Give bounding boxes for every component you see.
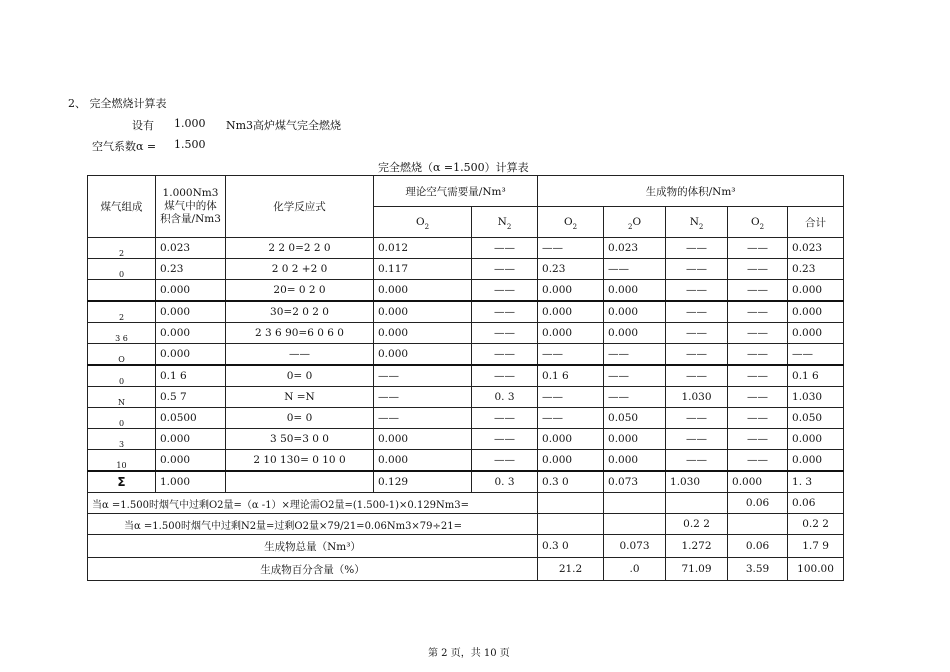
cell-tot: 0.050 — [788, 408, 844, 429]
cell-p1: —— — [538, 238, 604, 259]
cell-o2: —— — [374, 408, 472, 429]
cell-vol: 0.000 — [156, 301, 226, 323]
cell-vol: 0.000 — [156, 323, 226, 344]
sum-n2: 0. 3 — [472, 471, 538, 493]
cell-p3: —— — [666, 344, 728, 366]
cell-gas: 3 — [88, 429, 156, 450]
cell-vol: 0.1 6 — [156, 365, 226, 387]
air-coef-value: 1.500 — [174, 138, 206, 151]
cell-p1: 0.000 — [538, 450, 604, 472]
total-row-label: 生成物总量（Nm³） — [88, 535, 538, 558]
cell-vol: 0.000 — [156, 344, 226, 366]
cell-p2: 0.000 — [604, 301, 666, 323]
cell-p1: 0.000 — [538, 429, 604, 450]
cell-rx: 0= 0 — [226, 365, 374, 387]
cell-tot: 0.000 — [788, 323, 844, 344]
table-row — [88, 365, 844, 387]
setup-desc: Nm3高炉煤气完全燃烧 — [226, 119, 342, 132]
cell-p2: 0.023 — [604, 238, 666, 259]
section-title: 2、 完全燃烧计算表 — [68, 97, 167, 110]
cell-o2: 0.000 — [374, 429, 472, 450]
cell-p1: —— — [538, 408, 604, 429]
cell-p4: —— — [728, 365, 788, 387]
cell-p2: 0.000 — [604, 323, 666, 344]
cell-vol: 0.000 — [156, 450, 226, 472]
table-row — [88, 387, 844, 408]
sum-volume: 1.000 — [156, 471, 226, 493]
cell-p4: —— — [728, 301, 788, 323]
cell-n2: —— — [472, 450, 538, 472]
cell-rx: —— — [226, 344, 374, 366]
cell-n2: —— — [472, 238, 538, 259]
cell-vol: 0.000 — [156, 429, 226, 450]
percent-p4: 3.59 — [728, 558, 788, 581]
sum-total: 1. 3 — [788, 471, 844, 493]
excess-n2-label: 当α =1.500时烟气中过剩N2量=过剩O2量×79/21=0.06Nm3×79÷21= — [88, 514, 538, 535]
table-row — [88, 344, 844, 366]
percent-p1: 21.2 — [538, 558, 604, 581]
cell-o2: 0.000 — [374, 450, 472, 472]
cell-o2: —— — [374, 387, 472, 408]
cell-gas: 0 — [88, 365, 156, 387]
cell-p2: —— — [604, 259, 666, 280]
cell-o2: 0.000 — [374, 280, 472, 302]
table-row — [88, 450, 844, 472]
excess-o2-label: 当α =1.500时烟气中过剩O2量=（α -1）×理论需O2量=(1.500-1)×0.129Nm3= — [88, 493, 538, 514]
page-footer: 第 2 页，共 10 页 — [428, 648, 510, 659]
percent-p3: 71.09 — [666, 558, 728, 581]
header-sub-o2: $O_2$ — [374, 207, 472, 238]
cell-p4: —— — [728, 344, 788, 366]
header-sub-n2: $N_2$ — [472, 207, 538, 238]
cell-n2: —— — [472, 344, 538, 366]
cell-gas: 3 6 — [88, 323, 156, 344]
cell-o2: —— — [374, 365, 472, 387]
cell-p4: —— — [728, 259, 788, 280]
cell-o2: 0.117 — [374, 259, 472, 280]
cell-tot: 0.000 — [788, 280, 844, 302]
cell-p2: —— — [604, 365, 666, 387]
sum-p4: 0.000 — [728, 471, 788, 493]
cell-gas: N — [88, 387, 156, 408]
header-prod-n2: $N_2$ — [666, 207, 728, 238]
cell-p2: —— — [604, 344, 666, 366]
cell-vol: 0.5 7 — [156, 387, 226, 408]
sum-p1: 0.3 0 — [538, 471, 604, 493]
cell-rx: 30=2 0 2 0 — [226, 301, 374, 323]
cell-p4: —— — [728, 408, 788, 429]
cell-p4: —— — [728, 450, 788, 472]
header-theory-air: 理论空气需要量/Nm³ — [374, 176, 538, 207]
header-prod-co2: $O_2$ — [538, 207, 604, 238]
header-prod-h2o: $_2$O — [604, 207, 666, 238]
cell-gas: 0 — [88, 408, 156, 429]
table-row — [88, 280, 844, 302]
sum-reaction — [226, 471, 374, 493]
cell-gas — [88, 280, 156, 302]
cell-p4: —— — [728, 429, 788, 450]
cell-rx: 0= 0 — [226, 408, 374, 429]
cell-p3: —— — [666, 365, 728, 387]
cell-tot: 0.000 — [788, 301, 844, 323]
cell-rx: 20= 0 2 0 — [226, 280, 374, 302]
cell-p3: —— — [666, 450, 728, 472]
sum-o2: 0.129 — [374, 471, 472, 493]
cell-p1: 0.000 — [538, 280, 604, 302]
cell-tot: 0.000 — [788, 429, 844, 450]
total-p3: 1.272 — [666, 535, 728, 558]
sum-p3: 1.030 — [666, 471, 728, 493]
cell-n2: —— — [472, 365, 538, 387]
cell-p1: —— — [538, 387, 604, 408]
cell-n2: —— — [472, 429, 538, 450]
cell-rx: 3 50=3 0 0 — [226, 429, 374, 450]
cell-p3: —— — [666, 323, 728, 344]
total-p1: 0.3 0 — [538, 535, 604, 558]
excess-n2-p3: 0.2 2 — [666, 514, 728, 535]
excess-n2-total: 0.2 2 — [788, 514, 844, 535]
air-coef-label: 空气系数α = — [92, 140, 157, 153]
header-reaction: 化学反应式 — [226, 176, 374, 238]
cell-p4: —— — [728, 238, 788, 259]
header-prod-o2: $O_2$ — [728, 207, 788, 238]
sum-symbol: Σ — [88, 471, 156, 493]
cell-n2: —— — [472, 408, 538, 429]
percent-row-label: 生成物百分含量（%） — [88, 558, 538, 581]
table-row — [88, 301, 844, 323]
cell-p3: —— — [666, 280, 728, 302]
header-gas: 煤气组成 — [88, 176, 156, 238]
cell-gas: 2 — [88, 238, 156, 259]
cell-p1: 0.23 — [538, 259, 604, 280]
cell-p4: —— — [728, 280, 788, 302]
total-p4: 0.06 — [728, 535, 788, 558]
cell-vol: 0.023 — [156, 238, 226, 259]
cell-gas: 10 — [88, 450, 156, 472]
table-row — [88, 429, 844, 450]
cell-tot: —— — [788, 344, 844, 366]
cell-tot: 0.23 — [788, 259, 844, 280]
header-volume: 1.000Nm3煤气中的体积含量/Nm3 — [156, 176, 226, 238]
excess-o2-p4: 0.06 — [728, 493, 788, 514]
cell-p3: —— — [666, 238, 728, 259]
cell-p1: 0.000 — [538, 323, 604, 344]
cell-o2: 0.000 — [374, 344, 472, 366]
cell-p1: 0.000 — [538, 301, 604, 323]
setup-value: 1.000 — [174, 117, 206, 130]
cell-n2: —— — [472, 323, 538, 344]
cell-vol: 0.0500 — [156, 408, 226, 429]
cell-o2: 0.012 — [374, 238, 472, 259]
cell-n2: —— — [472, 301, 538, 323]
cell-p1: 0.1 6 — [538, 365, 604, 387]
cell-p4: —— — [728, 387, 788, 408]
cell-o2: 0.000 — [374, 301, 472, 323]
table-caption: 完全燃烧（α =1.500）计算表 — [378, 161, 529, 174]
cell-tot: 1.030 — [788, 387, 844, 408]
cell-rx: N =N — [226, 387, 374, 408]
sum-p2: 0.073 — [604, 471, 666, 493]
excess-o2-total: 0.06 — [788, 493, 844, 514]
cell-rx: 2 0 2 +2 0 — [226, 259, 374, 280]
table-row — [88, 238, 844, 259]
table-row — [88, 323, 844, 344]
cell-rx: 2 2 0=2 2 0 — [226, 238, 374, 259]
percent-total: 100.00 — [788, 558, 844, 581]
table-row — [88, 408, 844, 429]
cell-gas: 0 — [88, 259, 156, 280]
total-total: 1.7 9 — [788, 535, 844, 558]
cell-n2: —— — [472, 259, 538, 280]
cell-p2: 0.050 — [604, 408, 666, 429]
cell-n2: 0. 3 — [472, 387, 538, 408]
cell-p3: —— — [666, 301, 728, 323]
cell-tot: 0.1 6 — [788, 365, 844, 387]
table-row — [88, 259, 844, 280]
cell-p1: —— — [538, 344, 604, 366]
percent-p2: .0 — [604, 558, 666, 581]
cell-p2: 0.000 — [604, 450, 666, 472]
cell-gas: O — [88, 344, 156, 366]
cell-tot: 0.000 — [788, 450, 844, 472]
cell-gas: 2 — [88, 301, 156, 323]
cell-p4: —— — [728, 323, 788, 344]
cell-p2: 0.000 — [604, 280, 666, 302]
cell-vol: 0.000 — [156, 280, 226, 302]
cell-tot: 0.023 — [788, 238, 844, 259]
header-products: 生成物的体积/Nm³ — [538, 176, 844, 207]
combustion-table — [87, 175, 844, 581]
cell-rx: 2 3 6 90=6 0 6 0 — [226, 323, 374, 344]
cell-vol: 0.23 — [156, 259, 226, 280]
total-p2: 0.073 — [604, 535, 666, 558]
cell-o2: 0.000 — [374, 323, 472, 344]
cell-p2: 0.000 — [604, 429, 666, 450]
cell-n2: —— — [472, 280, 538, 302]
cell-p3: 1.030 — [666, 387, 728, 408]
cell-p2: —— — [604, 387, 666, 408]
setup-label: 设有 — [132, 119, 154, 132]
cell-p3: —— — [666, 259, 728, 280]
cell-rx: 2 10 130= 0 10 0 — [226, 450, 374, 472]
header-prod-total: 合计 — [788, 207, 844, 238]
cell-p3: —— — [666, 429, 728, 450]
cell-p3: —— — [666, 408, 728, 429]
